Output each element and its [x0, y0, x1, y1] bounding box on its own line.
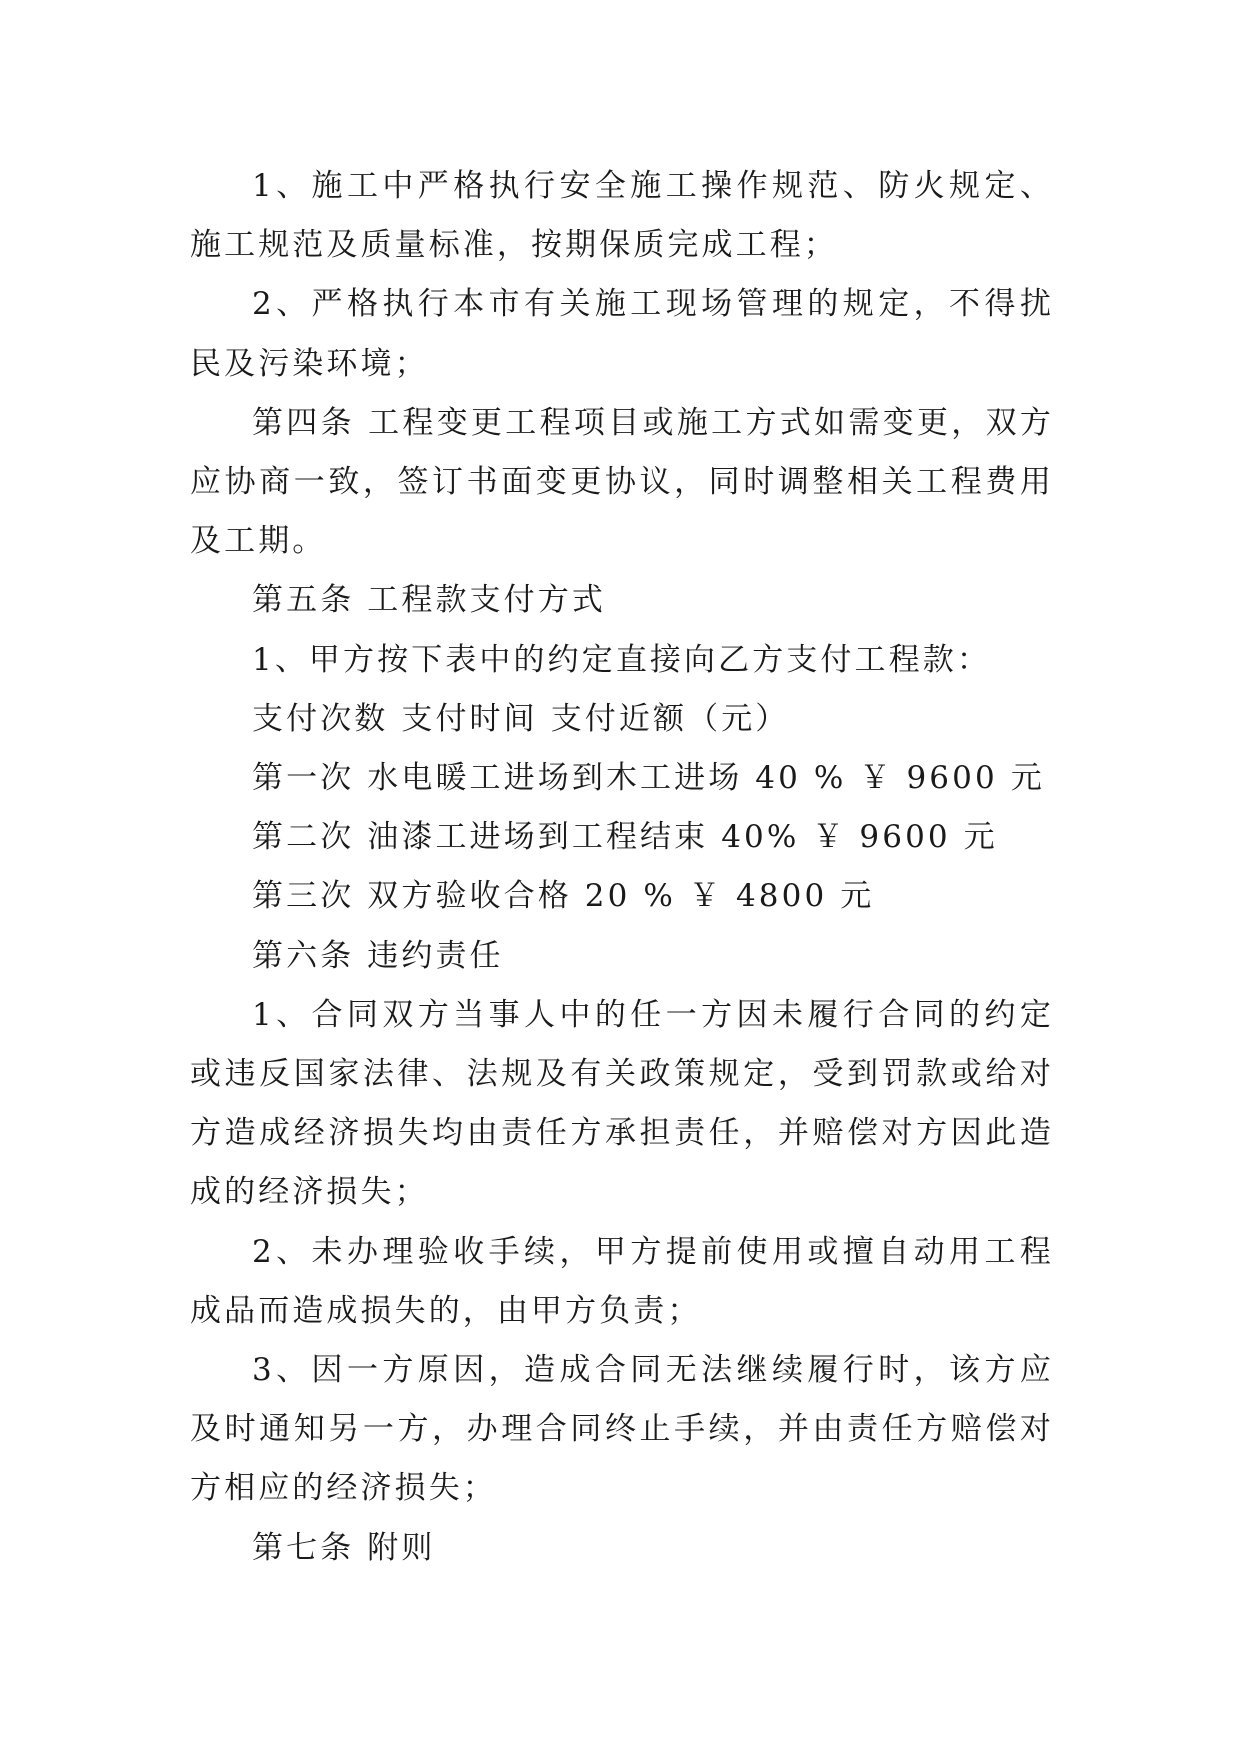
- clause-3-item-2: 2、严格执行本市有关施工现场管理的规定，不得扰民及污染环境；: [190, 286, 1054, 382]
- payment-row-1: 第一次 水电暖工进场到木工进场 40 % ￥ 9600 元: [252, 760, 1045, 797]
- payment-row-3: 第三次 双方验收合格 20 % ￥ 4800 元: [252, 878, 875, 915]
- payment-table-header: 支付次数 支付时间 支付近额（元）: [252, 700, 790, 737]
- payment-row-2: 第二次 油漆工进场到工程结束 40% ￥ 9600 元: [252, 819, 998, 856]
- clause-5-heading: 第五条 工程款支付方式: [252, 582, 606, 619]
- clause-3-item-1: 1、施工中严格执行安全施工操作规范、防火规定、施工规范及质量标准，按期保质完成工程；: [190, 168, 1054, 264]
- clause-7-heading: 第七条 附则: [252, 1529, 436, 1566]
- clause-6-heading: 第六条 违约责任: [252, 937, 504, 974]
- clause-4: 第四条 工程变更工程项目或施工方式如需变更，双方应协商一致，签订书面变更协议，同时调整相关工程费用及工期。: [190, 404, 1054, 560]
- clause-6-item-1: 1、合同双方当事人中的任一方因未履行合同的约定或违反国家法律、法规及有关政策规定，受到罚款或给对方造成经济损失均由责任方承担责任，并赔偿对方因此造成的经济损失；: [190, 996, 1054, 1211]
- clause-6-item-2: 2、未办理验收手续，甲方提前使用或擅自动用工程成品而造成损失的，由甲方负责；: [190, 1233, 1054, 1329]
- clause-5-item-1: 1、甲方按下表中的约定直接向乙方支付工程款：: [252, 641, 991, 678]
- clause-6-item-3: 3、因一方原因，造成合同无法继续履行时，该方应及时通知另一方，办理合同终止手续，并由责任方赔偿对方相应的经济损失；: [190, 1352, 1054, 1507]
- document-body: [190, 157, 1054, 1578]
